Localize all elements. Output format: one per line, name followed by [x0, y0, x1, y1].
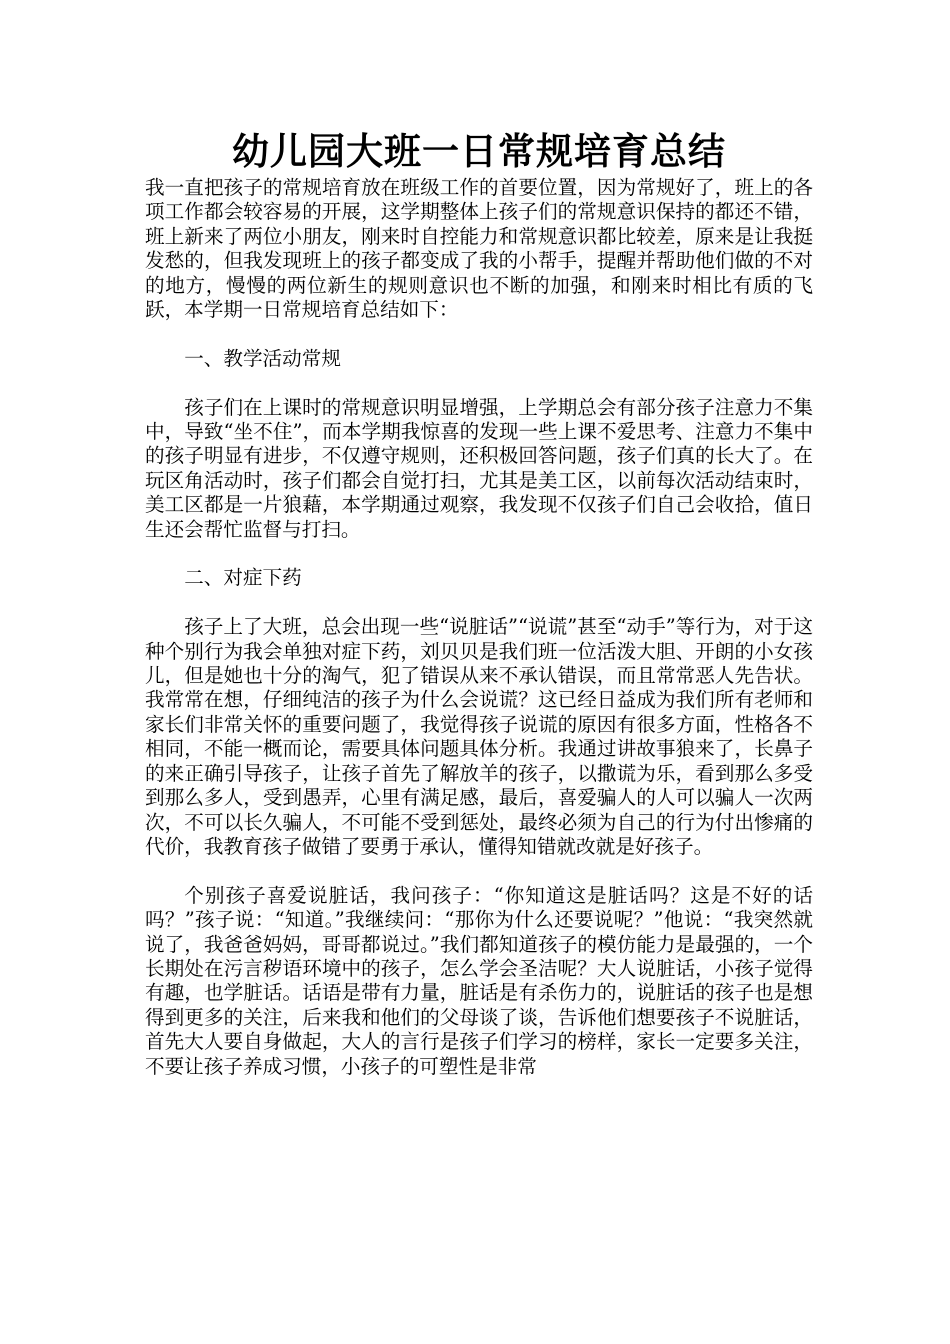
spacer — [145, 542, 813, 566]
section-1-paragraph: 孩子们在上课时的常规意识明显增强，上学期总会有部分孩子注意力不集中，导致“坐不住”，而本学期我惊喜的发现一些上课不爱思考、注意力不集中的孩子明显有进步，不仅遵守规则，还积极回答问题，孩子们真的长大了。在玩区角活动时，孩子们都会自觉打扫，尤其是美工区，以前每次活动结束时，美工区都是一片狼藉，本学期通过观察，我发现不仅孩子们自己会收拾，值日生还会帮忙监督与打扫。 — [145, 395, 813, 541]
spacer — [145, 322, 813, 346]
section-2-paragraph-2: 个别孩子喜爱说脏话，我问孩子：“你知道这是脏话吗？这是不好的话吗？”孩子说：“知道。”我继续问：“那你为什么还要说呢？”他说：“我突然就说了，我爸爸妈妈，哥哥都说过。”我们都知道孩子的模仿能力是最强的，一个长期处在污言秽语环境中的孩子，怎么学会圣洁呢？大人说脏话，小孩子觉得有趣，也学脏话。话语是带有力量，脏话是有杀伤力的，说脏话的孩子也是想得到更多的关注，后来我和他们的父母谈了谈，告诉他们想要孩子不说脏话，首先大人要自身做起，大人的言行是孩子们学习的榜样，家长一定要多关注，不要让孩子养成习惯，小孩子的可塑性是非常 — [145, 883, 813, 1078]
section-2-paragraph-1: 孩子上了大班，总会出现一些“说脏话”“说谎”甚至“动手”等行为，对于这种个别行为我会单独对症下药，刘贝贝是我们班一位活泼大胆、开朗的小女孩儿，但是她也十分的淘气，犯了错误从来不承认错误，而且常常恶人先告状。我常常在想，仔细纯洁的孩子为什么会说谎？这已经日益成为我们所有老师和家长们非常关怀的重要问题了，我觉得孩子说谎的原因有很多方面，性格各不相同，不能一概而论，需要具体问题具体分析。我通过讲故事狼来了，长鼻子的来正确引导孩子，让孩子首先了解放羊的孩子，以撒谎为乐，看到那么多受到那么多人，受到愚弄，心里有满足感，最后，喜爱骗人的人可以骗人一次两次，不可以长久骗人，不可能不受到惩处，最终必须为自己的行为付出惨痛的代价，我教育孩子做错了要勇于承认，懂得知错就改就是好孩子。 — [145, 615, 813, 858]
section-heading-1: 一、教学活动常规 — [184, 346, 341, 370]
spacer — [145, 591, 813, 615]
document-title: 幼儿园大班一日常规培育总结 — [232, 130, 726, 173]
spacer — [145, 859, 813, 883]
intro-paragraph: 我一直把孩子的常规培育放在班级工作的首要位置，因为常规好了，班上的各项工作都会较容易的开展，这学期整体上孩子们的常规意识保持的都还不错，班上新来了两位小朋友，刚来时自控能力和常规意识都比较差，原来是让我挺发愁的，但我发现班上的孩子都变成了我的小帮手，提醒并帮助他们做的不对的地方，慢慢的两位新生的规则意识也不断的加强，和刚来时相比有质的飞跃，本学期一日常规培育总结如下： — [145, 176, 813, 322]
section-heading-2: 二、对症下药 — [184, 566, 302, 590]
spacer — [145, 371, 813, 395]
document-page — [145, 128, 813, 1079]
